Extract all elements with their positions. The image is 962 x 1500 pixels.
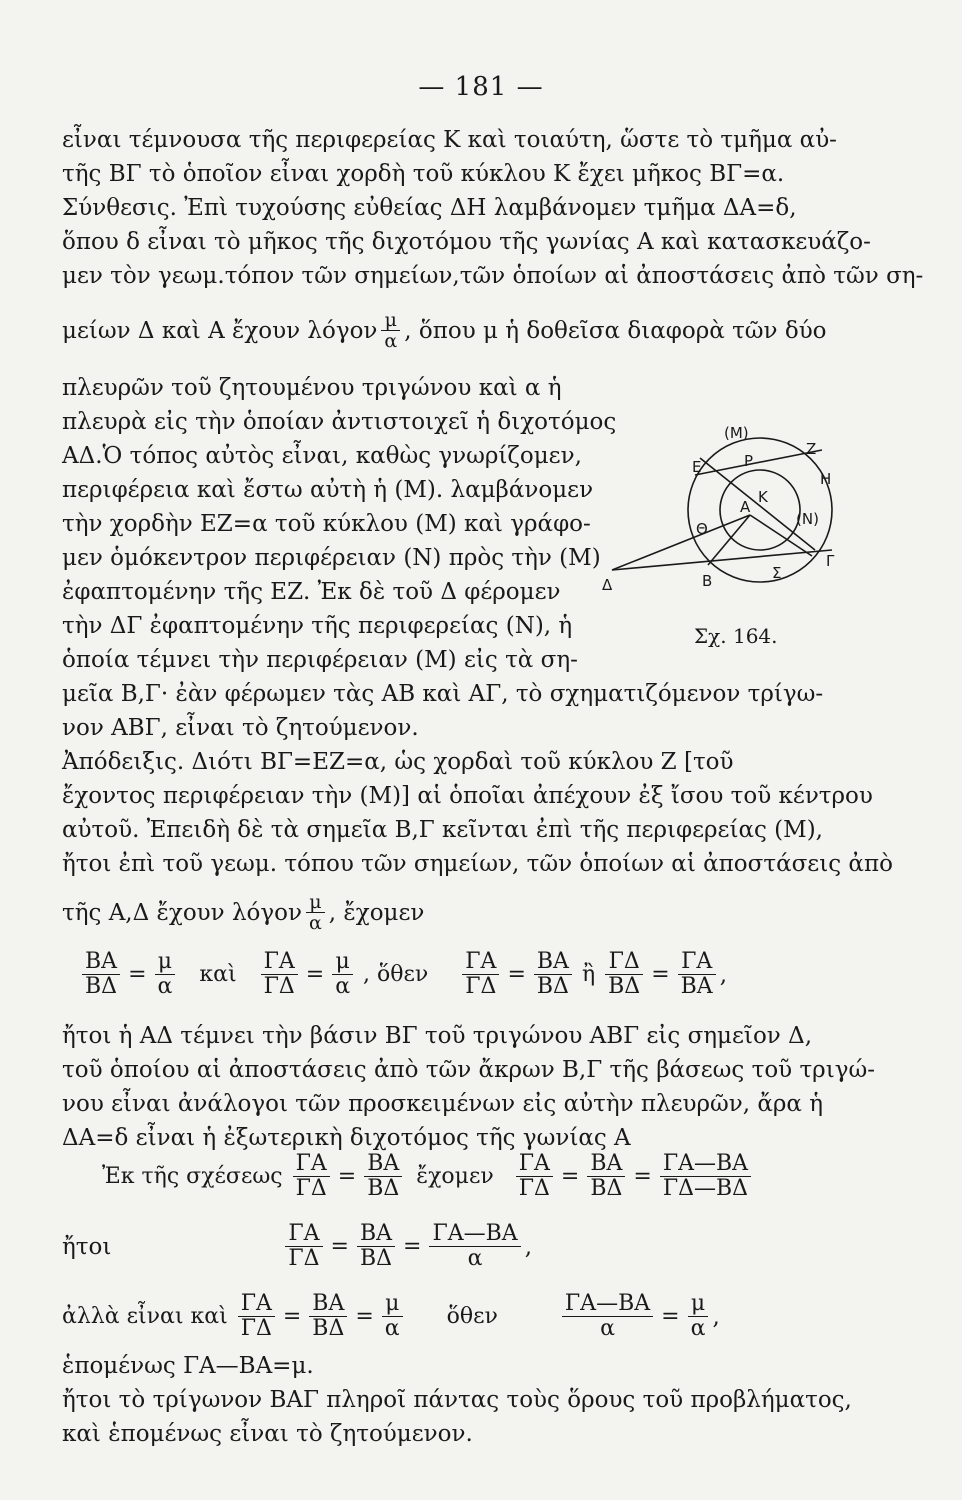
denominator: α <box>690 1316 706 1341</box>
equation-1 <box>78 950 727 999</box>
label-m: (Μ) <box>724 424 749 442</box>
text-line: περιφέρεια καὶ ἔστω αὐτὴ ἡ (Μ). λαμβάνομεν <box>62 477 594 503</box>
text-segment: τῆς Α,Δ ἔχουν λόγον <box>62 899 302 926</box>
text-line: ΑΔ.Ὁ τόπος αὐτὸς εἶναι, καθὼς γνωρίζομεν, <box>62 443 582 469</box>
numerator: μ <box>155 950 176 975</box>
numerator: μ <box>332 950 353 975</box>
text-line: ἤτοι ἡ ΑΔ τέμνει τὴν βάσιν ΒΓ τοῦ τριγώνου ΑΒΓ εἰς σημεῖον Δ, <box>62 1023 813 1049</box>
circle-n <box>720 470 800 550</box>
numerator: ΒΑ <box>587 1152 625 1177</box>
equals-sign: = <box>330 1234 349 1259</box>
text-line: Ἀπόδειξις. Διότι ΒΓ=ΕΖ=α, ὡς χορδαὶ τοῦ κύκλου Ζ [τοῦ <box>62 749 734 775</box>
fraction <box>306 892 325 933</box>
denominator: ΒΔ <box>608 974 641 999</box>
equals-sign: = <box>560 1164 580 1189</box>
text-line-with-fraction <box>62 892 424 933</box>
text-segment: , <box>712 1303 720 1330</box>
geometric-figure <box>600 420 840 620</box>
text-segment: , ὅθεν <box>363 962 429 987</box>
label-delta: Δ <box>602 576 613 594</box>
equation-2 <box>96 1152 755 1201</box>
text-segment: ἔχομεν <box>416 1164 494 1189</box>
fraction <box>562 1292 653 1341</box>
text-line: μεν τὸν γεωμ.τόπον τῶν σημείων,τῶν ὁποίων αἱ ἀποστάσεις ἀπὸ τῶν ση- <box>62 263 924 289</box>
numerator: ΒΑ <box>364 1152 402 1177</box>
label-z: Ζ <box>806 440 817 458</box>
label-b: Β <box>702 572 713 590</box>
text-segment: καὶ <box>199 962 237 987</box>
text-line: αὐτοῦ. Ἐπειδὴ δὲ τὰ σημεῖα Β,Γ κεῖνται ἐπὶ τῆς περιφερείας (Μ), <box>62 817 823 843</box>
label-gamma: Γ <box>826 552 835 570</box>
denominator: ΒΔ <box>367 1176 400 1201</box>
denominator: α <box>384 1316 400 1341</box>
numerator: ΓΔ <box>605 950 643 975</box>
numerator: ΒΑ <box>357 1222 395 1247</box>
label-h: Η <box>820 470 832 488</box>
fraction <box>82 950 120 999</box>
numerator: μ <box>688 1292 709 1317</box>
text-line: ΔΑ=δ εἶναι ἡ ἐξωτερικὴ διχοτόμος τῆς γωνίας Α <box>62 1125 631 1151</box>
fraction <box>429 1222 520 1271</box>
denominator: α <box>384 330 398 352</box>
text-line: μεν ὁμόκεντρον περιφέρειαν (Ν) πρὸς τὴν (Μ) <box>62 545 601 571</box>
text-segment: , ἔχομεν <box>328 899 425 926</box>
denominator: ΓΔ <box>465 974 497 999</box>
equals-sign: = <box>355 1304 374 1329</box>
numerator: μ <box>381 310 400 331</box>
fraction <box>660 1152 751 1201</box>
numerator: μ <box>382 1292 403 1317</box>
numerator: ΓΑ—ΒΑ <box>562 1292 653 1317</box>
equals-sign: = <box>633 1164 652 1189</box>
denominator: ΓΔ <box>518 1176 550 1201</box>
label-theta: Θ <box>696 520 708 538</box>
figure-caption: Σχ. 164. <box>694 624 778 648</box>
text-line: καὶ ἑπομένως εἶναι τὸ ζητούμενον. <box>62 1421 473 1447</box>
fraction <box>238 1292 275 1341</box>
text-line: εἶναι τέμνουσα τῆς περιφερείας Κ καὶ τοιαύτη, ὥστε τὸ τμῆμα αὐ- <box>62 127 837 153</box>
numerator: μ <box>306 892 325 913</box>
denominator: α <box>600 1316 615 1341</box>
label-sigma: Σ <box>772 564 782 582</box>
denominator: ΓΔ <box>295 1176 327 1201</box>
fraction <box>293 1152 330 1201</box>
label-a: Α <box>740 498 751 516</box>
numerator: ΒΑ <box>534 950 572 975</box>
numerator: ΓΑ <box>238 1292 275 1317</box>
denominator: ΓΔ—ΒΔ <box>662 1176 749 1201</box>
equals-sign: = <box>661 1304 680 1329</box>
label-e: Ε <box>692 458 702 476</box>
numerator: ΒΑ <box>82 950 120 975</box>
text-line: ἔχοντος περιφέρειαν τὴν (Μ)] αἱ ὁποῖαι ἀπέχουν ἐξ ἴσου τοῦ κέντρου <box>62 783 873 809</box>
denominator: α <box>157 974 173 999</box>
bisector-ad <box>612 515 750 570</box>
text-segment: ἢ <box>581 962 596 987</box>
numerator: ΓΑ <box>285 1222 322 1247</box>
fraction <box>285 1222 322 1271</box>
numerator: ΓΑ <box>261 950 298 975</box>
denominator: α <box>467 1246 483 1271</box>
text-line: Σύνθεσις. Ἐπὶ τυχούσης εὐθείας ΔΗ λαμβάνομεν τμῆμα ΔΑ=δ, <box>62 195 797 221</box>
equals-sign: = <box>337 1164 357 1189</box>
denominator: ΒΔ <box>359 1246 393 1271</box>
text-line: τῆς ΒΓ τὸ ὁποῖον εἶναι χορδὴ τοῦ κύκλου Κ ἔχει μῆκος ΒΓ=α. <box>62 161 785 187</box>
label-n: (Ν) <box>796 510 819 528</box>
fraction <box>261 950 298 999</box>
numerator: ΓΑ <box>462 950 499 975</box>
text-segment: , <box>719 961 728 988</box>
equals-sign: = <box>128 962 147 987</box>
equals-sign: = <box>282 1304 302 1329</box>
fraction <box>587 1152 625 1201</box>
numerator: ΓΑ—ΒΑ <box>429 1222 520 1247</box>
equals-sign: = <box>403 1234 422 1259</box>
text-line: ἐφαπτομένην τῆς ΕΖ. Ἐκ δὲ τοῦ Δ φέρομεν <box>62 579 561 605</box>
text-line: πλευρὰ εἰς τὴν ὁποίαν ἀντιστοιχεῖ ἡ διχοτόμος <box>62 409 617 435</box>
fraction <box>516 1152 553 1201</box>
text-segment: ἤτοι <box>62 1233 112 1260</box>
fraction <box>155 950 176 999</box>
text-line: ὅπου δ εἶναι τὸ μῆκος τῆς διχοτόμου τῆς γωνίας Α καὶ κατασκευάζο- <box>62 229 871 255</box>
denominator: ΒΔ <box>590 1176 623 1201</box>
fraction <box>678 950 716 999</box>
denominator: α <box>308 912 322 934</box>
fraction <box>332 950 353 999</box>
label-p: Ρ <box>744 452 754 470</box>
tangent-dg <box>612 550 832 570</box>
equation-3 <box>62 1222 532 1271</box>
text-line: τὴν ΔΓ ἐφαπτομένην τῆς περιφερείας (Ν), ἡ <box>62 613 573 639</box>
denominator: ΒΔ <box>536 974 569 999</box>
page-number: — 181 — <box>418 72 544 102</box>
numerator: ΓΑ <box>516 1152 553 1177</box>
text-segment: ὅθεν <box>446 1304 498 1329</box>
text-segment: , <box>524 1233 532 1260</box>
denominator: ΒΔ <box>85 974 118 999</box>
fraction <box>462 950 499 999</box>
fraction <box>309 1292 347 1341</box>
text-line: μεῖα Β,Γ· ἐὰν φέρωμεν τὰς ΑΒ καὶ ΑΓ, τὸ σχηματιζόμενον τρίγω- <box>62 681 824 707</box>
equation-4 <box>62 1292 720 1341</box>
text-line: νου εἶναι ἀνάλογοι τῶν προσκειμένων εἰς αὐτὴν πλευρῶν, ἄρα ἡ <box>62 1091 824 1117</box>
text-line: ἤτοι τὸ τρίγωνον ΒΑΓ πληροῖ πάντας τοὺς ὅρους τοῦ προβλήματος, <box>62 1387 852 1413</box>
denominator: ΒΑ <box>680 974 713 999</box>
numerator: ΓΑ <box>293 1152 330 1177</box>
label-k: Κ <box>758 488 768 506</box>
text-line: νον ΑΒΓ, εἶναι τὸ ζητούμενον. <box>62 715 419 741</box>
numerator: ΓΑ—ΒΑ <box>660 1152 751 1177</box>
denominator: ΓΔ <box>263 974 295 999</box>
text-segment: Ἐκ τῆς σχέσεως <box>102 1164 283 1189</box>
text-line-with-fraction <box>62 310 827 351</box>
numerator: ΒΑ <box>309 1292 347 1317</box>
text-segment: , ὅπου μ ἡ δοθεῖσα διαφορὰ τῶν δύο <box>404 317 827 344</box>
text-line: ἤτοι ἐπὶ τοῦ γεωμ. τόπου τῶν σημείων, τῶν ὁποίων αἱ ἀποστάσεις ἀπὸ <box>62 851 893 877</box>
numerator: ΓΑ <box>678 950 716 975</box>
fraction <box>381 310 400 351</box>
text-line: τοῦ ὁποίου αἱ ἀποστάσεις ἀπὸ τῶν ἄκρων Β,Γ τῆς βάσεως τοῦ τριγώ- <box>62 1057 875 1083</box>
fraction <box>534 950 572 999</box>
text-segment: μείων Δ καὶ Α ἔχουν λόγον <box>62 317 378 344</box>
text-line: ὁποία τέμνει τὴν περιφέρειαν (Μ) εἰς τὰ ση- <box>62 647 578 673</box>
fraction <box>364 1152 402 1201</box>
fraction <box>382 1292 403 1341</box>
equals-sign: = <box>507 962 526 987</box>
denominator: ΓΔ <box>240 1316 272 1341</box>
text-segment: ἀλλὰ εἶναι καὶ <box>62 1304 228 1329</box>
text-line: πλευρῶν τοῦ ζητουμένου τριγώνου καὶ α ἡ <box>62 375 562 401</box>
denominator: α <box>335 974 351 999</box>
text-line: τὴν χορδὴν ΕΖ=α τοῦ κύκλου (Μ) καὶ γράφο- <box>62 511 591 537</box>
text-line: ἑπομένως ΓΑ—ΒΑ=μ. <box>62 1353 314 1379</box>
equals-sign: = <box>305 962 325 987</box>
denominator: ΓΔ <box>288 1246 320 1271</box>
fraction <box>605 950 643 999</box>
fraction <box>688 1292 709 1341</box>
denominator: ΒΔ <box>312 1316 345 1341</box>
fraction <box>357 1222 395 1271</box>
equals-sign: = <box>651 962 670 987</box>
